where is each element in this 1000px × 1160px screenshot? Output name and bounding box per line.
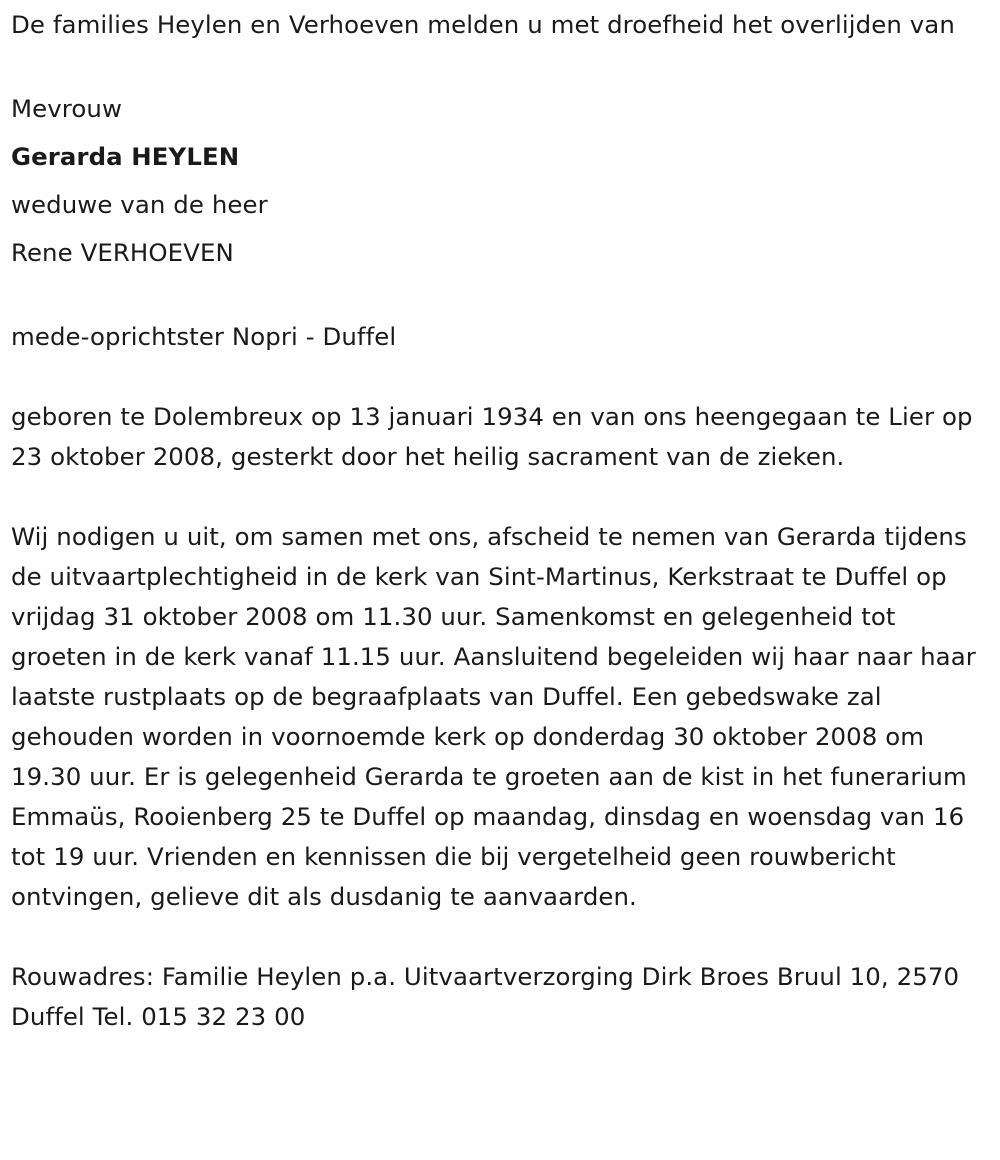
deceased-name: Gerarda HEYLEN [11,142,240,171]
spouse-name: Rene VERHOEVEN [11,238,234,267]
title-text: Mevrouw [11,94,123,123]
intro-text: De families Heylen en Verhoeven melden u met droefheid het overlijden van [11,10,955,39]
birth-death-text: geboren te Dolembreux op 13 januari 1934 en van ons heengegaan te Lier op 23 oktober 2008, gesterkt door het heilig sacrament van de zieken. [11,402,973,471]
invitation-text: Wij nodigen u uit, om samen met ons, afscheid te nemen van Gerarda tijdens de uitvaartplechtigheid in de kerk van Sint-Martinus, Kerkstraat te Duffel op vrijdag 31 oktober 2008 om 11.30 uur. Samenkomst en gelegenheid tot groeten in de kerk vanaf 11.15 uur. Aansluitend begeleiden wij haar naar haar laatste rustplaats op de begraafplaats van Duffel. Een gebedswake zal gehouden worden in voornoemde kerk op donderdag 30 oktober 2008 om 19.30 uur. Er is gelegenheid Gerarda te groeten aan de kist in het funerarium Emmaüs, Rooienberg 25 te Duffel op maandag, dinsdag en woensdag van 16 tot 19 uur. Vrienden en kennissen die bij vergetelheid geen rouwbericht ontvingen, gelieve dit als dusdanig te aanvaarden. [11,522,976,911]
relation-text: weduwe van de heer [11,190,268,219]
address-text: Rouwadres: Familie Heylen p.a. Uitvaartverzorging Dirk Broes Bruul 10, 2570 Duffel Tel. 015 32 23 00 [11,962,960,1031]
role-text: mede-oprichtster Nopri - Duffel [11,322,397,351]
